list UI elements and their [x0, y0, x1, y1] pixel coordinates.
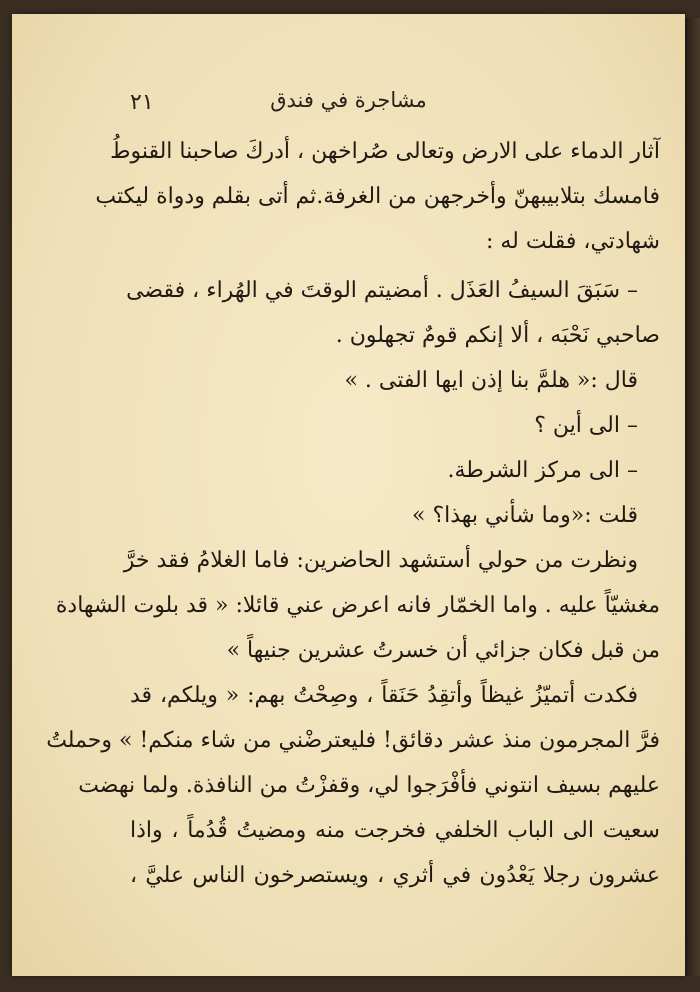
page-number: ٢١ — [130, 90, 154, 115]
text-line: عشرون رجلا يَعْدُون في أثري ، ويستصرخون الناس عليَّ ، — [130, 863, 660, 888]
text-line: فكدت أتميّزُ غيظاً وأتقِدُ حَنَقاً ، وصِحْتُ بهم: « ويلكم، قد — [130, 683, 638, 708]
text-line: قلت :«وما شأني بهذا؟ » — [411, 503, 638, 528]
book-page — [12, 14, 685, 976]
running-title: مشاجرة في فندق — [270, 88, 427, 112]
text-line: سعيت الى الباب الخلفي فخرجت منه ومضيتُ قُدُماً ، واذا — [130, 818, 660, 843]
text-line: فرَّ المجرمون منذ عشر دقائق! فليعترضْني من شاء منكم! » وحملتُ — [46, 728, 660, 753]
text-line: مغشيّاً عليه . واما الخمّار فانه اعرض عني قائلا: « قد بلوت الشهادة — [55, 593, 660, 618]
text-line: صاحبي نَحْبَه ، ألا إنكم قومٌ تجهلون . — [335, 323, 660, 348]
text-line: آثار الدماء على الارض وتعالى صُراخهن ، أدركَ صاحبنا القنوطُ — [110, 139, 660, 164]
text-line: – الى أين ؟ — [534, 413, 638, 438]
text-line: ونظرت من حولي أستشهد الحاضرين: فاما الغلامُ فقد خرَّ — [123, 548, 638, 573]
text-line: – الى مركز الشرطة. — [447, 458, 638, 483]
text-line: عليهم بسيف انتوني فأفْرَجوا لي، وقفزْتُ من النافذة. ولما نهضت — [78, 773, 660, 798]
body-text — [46, 129, 660, 898]
text-line: قال :« هلمَّ بنا إذن ايها الفتى . » — [344, 368, 638, 393]
page-header — [12, 84, 685, 124]
text-line: شهادتي، فقلت له : — [485, 229, 660, 254]
text-line: – سَبَقَ السيفُ العَذَل . أمضيتم الوقتَ في الهُراء ، فقضى — [126, 278, 638, 303]
text-line: من قبل فكان جزائي أن خسرتُ عشرين جنيهاً » — [226, 638, 660, 663]
text-line: فامسك بتلابيبهنّ وأخرجهن من الغرفة.ثم أتى بقلم ودواة ليكتب — [95, 184, 660, 209]
book-edge — [685, 18, 700, 976]
